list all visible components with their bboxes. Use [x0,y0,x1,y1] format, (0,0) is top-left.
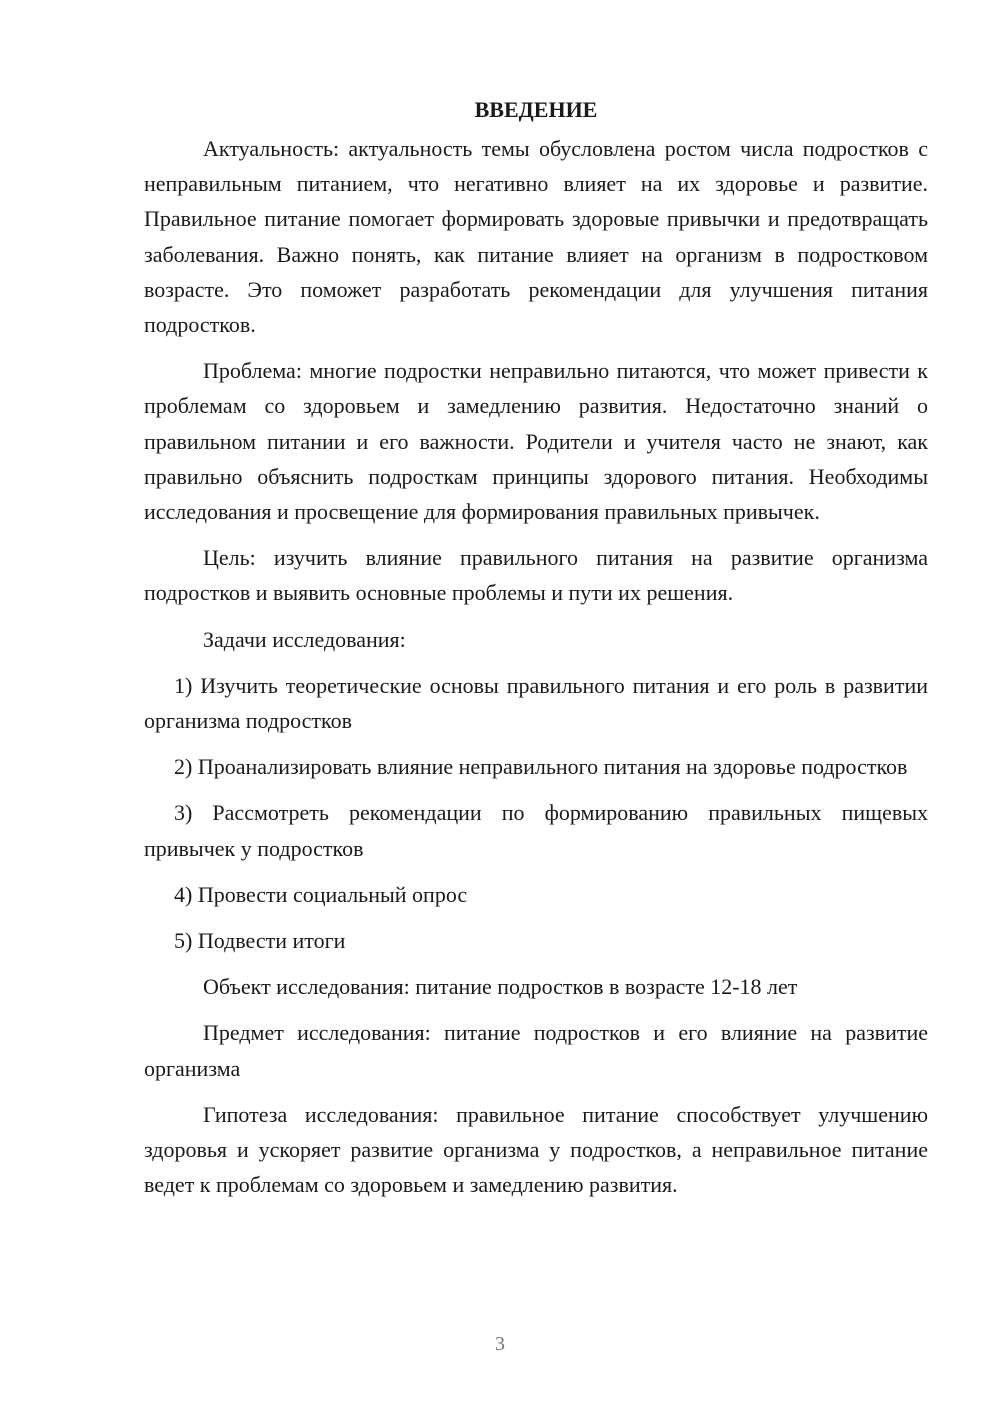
subject-paragraph: Предмет исследования: питание подростков и его влияние на развитие организма [144,1020,928,1081]
hypothesis-paragraph: Гипотеза исследования: правильное питание способствует улучшению здоровья и ускоряет развитие организма у подростков, а неправильное питание ведет к проблемам со здоровьем и замедлению развития. [144,1101,928,1198]
tasks-heading: Задачи исследования: [203,626,406,652]
section-title: ВВЕДЕНИЕ [474,97,598,122]
task-item-5: 5) Подвести итоги [174,928,346,954]
document-page [144,92,928,1213]
task-item-3: 3) Рассмотреть рекомендации по формированию правильных пищевых привычек у подростков [144,800,928,861]
relevance-paragraph: Актуальность: актуальность темы обусловлена ростом числа подростков с неправильным питанием, что негативно влияет на их здоровье и развитие. Правильное питание помогает формировать здоровые привычки и предотвращать заболевания. Важно понять, как питание влияет на организм в подростковом возрасте. Это поможет разработать рекомендации для улучшения питания подростков. [144,136,928,338]
goal-paragraph: Цель: изучить влияние правильного питания на развитие организма подростков и выявить основные проблемы и пути их решения. [144,545,928,606]
task-item-4: 4) Провести социальный опрос [174,881,468,907]
problem-paragraph: Проблема: многие подростки неправильно питаются, что может привести к проблемам со здоровьем и замедлению развития. Недостаточно знаний о правильном питании и его важности. Родители и учителя часто не знают, как правильно объяснить подросткам принципы здорового питания. Необходимы исследования и просвещение для формирования правильных привычек. [144,358,928,525]
object-paragraph: Объект исследования: питание подростков в возрасте 12-18 лет [203,974,798,1000]
task-item-1: 1) Изучить теоретические основы правильного питания и его роль в развитии организма подростков [144,672,928,734]
page-number: 3 [495,1333,505,1355]
task-item-2: 2) Проанализировать влияние неправильного питания на здоровье подростков [174,754,908,780]
